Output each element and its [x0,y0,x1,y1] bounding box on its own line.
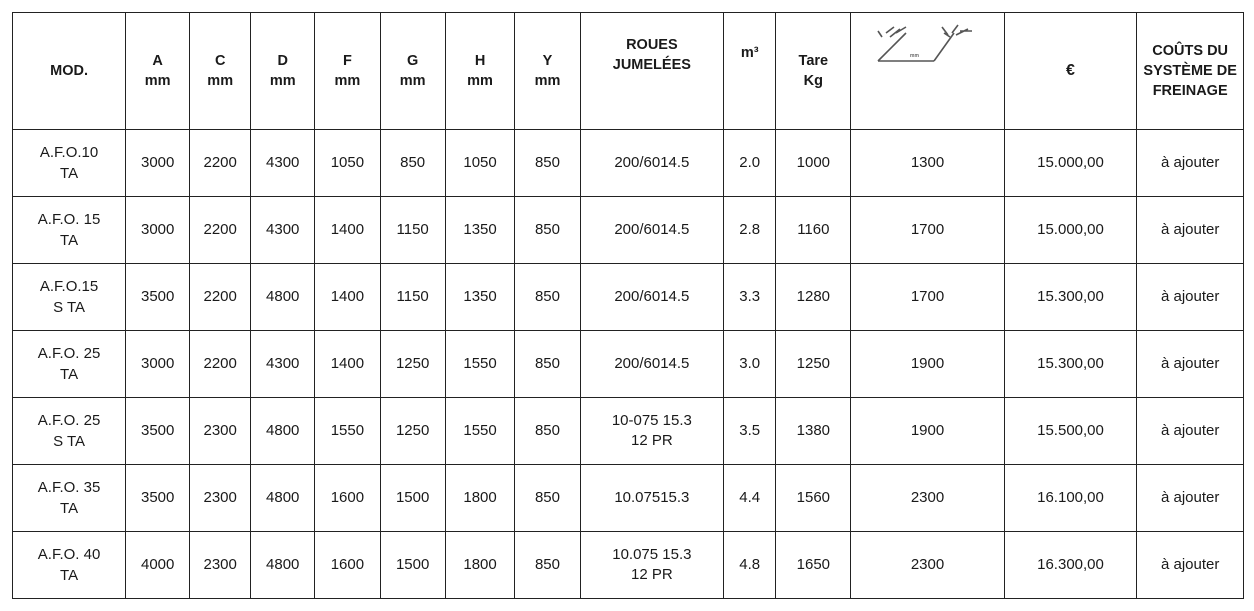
header-c: C mm [190,13,251,130]
cell-roues: 200/6014.5 [580,331,724,398]
cell-m3: 3.5 [724,398,776,465]
table-row [13,331,1244,398]
cell-icon-value: 1700 [851,264,1004,331]
cell-price: 15.300,00 [1004,264,1137,331]
table-row [13,197,1244,264]
cell-roues: 200/6014.5 [580,197,724,264]
header-icon [851,13,1004,130]
header-mod: MOD. [13,13,126,130]
cell-a: 3000 [126,197,190,264]
header-a: A mm [126,13,190,130]
cell-h: 1800 [445,465,515,532]
cell-price: 15.300,00 [1004,331,1137,398]
cell-model: A.F.O. 35 TA [13,465,126,532]
cell-h: 1350 [445,264,515,331]
cell-g: 1150 [380,197,445,264]
cell-f: 1400 [315,197,380,264]
cell-brake-cost: à ajouter [1137,532,1244,599]
cell-g: 1500 [380,465,445,532]
cell-y: 850 [515,130,580,197]
cell-a: 4000 [126,532,190,599]
cell-tare: 1250 [776,331,851,398]
cell-h: 1800 [445,532,515,599]
cell-d: 4300 [251,130,315,197]
cell-d: 4800 [251,264,315,331]
cell-f: 1600 [315,465,380,532]
cell-c: 2200 [190,130,251,197]
cell-a: 3000 [126,130,190,197]
cell-f: 1400 [315,331,380,398]
cell-price: 16.100,00 [1004,465,1137,532]
header-brake-cost: COÛTS DU SYSTÈME DE FREINAGE [1137,13,1244,130]
cell-h: 1550 [445,331,515,398]
cell-model: A.F.O.15 S TA [13,264,126,331]
cell-h: 1550 [445,398,515,465]
header-row [13,13,1244,130]
header-y: Y mm [515,13,580,130]
cell-icon-value: 1300 [851,130,1004,197]
cell-icon-value: 1900 [851,331,1004,398]
cell-y: 850 [515,331,580,398]
table-row [13,532,1244,599]
table-row [13,465,1244,532]
cell-model: A.F.O. 25 TA [13,331,126,398]
cell-price: 16.300,00 [1004,532,1137,599]
table-row [13,398,1244,465]
cell-model: A.F.O.10 TA [13,130,126,197]
cell-a: 3500 [126,465,190,532]
header-tare: Tare Kg [776,13,851,130]
cell-c: 2200 [190,264,251,331]
cell-f: 1050 [315,130,380,197]
table-row [13,130,1244,197]
cell-roues: 10-075 15.3 12 PR [580,398,724,465]
cell-a: 3500 [126,398,190,465]
cell-model: A.F.O. 40 TA [13,532,126,599]
cell-model: A.F.O. 25 S TA [13,398,126,465]
cell-tare: 1380 [776,398,851,465]
cell-d: 4300 [251,331,315,398]
cell-m3: 3.0 [724,331,776,398]
cell-m3: 4.8 [724,532,776,599]
cell-roues: 10.075 15.3 12 PR [580,532,724,599]
cell-roues: 200/6014.5 [580,264,724,331]
cell-f: 1600 [315,532,380,599]
header-roues: ROUES JUMELÉES [580,13,724,130]
cell-brake-cost: à ajouter [1137,130,1244,197]
cell-icon-value: 1900 [851,398,1004,465]
cell-c: 2300 [190,398,251,465]
cell-icon-value: 1700 [851,197,1004,264]
cell-c: 2200 [190,331,251,398]
cell-m3: 2.0 [724,130,776,197]
cell-icon-value: 2300 [851,465,1004,532]
table-row [13,264,1244,331]
cell-h: 1350 [445,197,515,264]
header-m3: m³ [724,13,776,130]
cell-g: 1250 [380,331,445,398]
cell-price: 15.000,00 [1004,130,1137,197]
cell-f: 1550 [315,398,380,465]
cell-y: 850 [515,264,580,331]
cell-brake-cost: à ajouter [1137,398,1244,465]
cell-brake-cost: à ajouter [1137,465,1244,532]
cell-m3: 4.4 [724,465,776,532]
cell-y: 850 [515,465,580,532]
cell-brake-cost: à ajouter [1137,197,1244,264]
cell-h: 1050 [445,130,515,197]
cell-d: 4300 [251,197,315,264]
cell-m3: 2.8 [724,197,776,264]
cell-tare: 1560 [776,465,851,532]
cell-tare: 1650 [776,532,851,599]
cell-brake-cost: à ajouter [1137,264,1244,331]
cell-a: 3500 [126,264,190,331]
cell-c: 2300 [190,465,251,532]
cell-d: 4800 [251,465,315,532]
cell-tare: 1160 [776,197,851,264]
cell-price: 15.000,00 [1004,197,1137,264]
cell-f: 1400 [315,264,380,331]
cell-roues: 10.07515.3 [580,465,724,532]
cell-brake-cost: à ajouter [1137,331,1244,398]
cell-model: A.F.O. 15 TA [13,197,126,264]
cell-price: 15.500,00 [1004,398,1137,465]
tree-trimming-diagram-icon [876,23,980,69]
cell-c: 2200 [190,197,251,264]
cell-d: 4800 [251,398,315,465]
cell-tare: 1000 [776,130,851,197]
cell-g: 1150 [380,264,445,331]
cell-icon-value: 2300 [851,532,1004,599]
cell-y: 850 [515,398,580,465]
cell-m3: 3.3 [724,264,776,331]
cell-tare: 1280 [776,264,851,331]
cell-g: 1500 [380,532,445,599]
cell-g: 850 [380,130,445,197]
svg-text:mm: mm [909,53,919,59]
cell-a: 3000 [126,331,190,398]
cell-g: 1250 [380,398,445,465]
cell-c: 2300 [190,532,251,599]
cell-roues: 200/6014.5 [580,130,724,197]
header-price: € [1004,13,1137,130]
header-d: D mm [251,13,315,130]
header-h: H mm [445,13,515,130]
header-g: G mm [380,13,445,130]
cell-y: 850 [515,532,580,599]
cell-y: 850 [515,197,580,264]
price-table [12,12,1244,599]
header-f: F mm [315,13,380,130]
cell-d: 4800 [251,532,315,599]
